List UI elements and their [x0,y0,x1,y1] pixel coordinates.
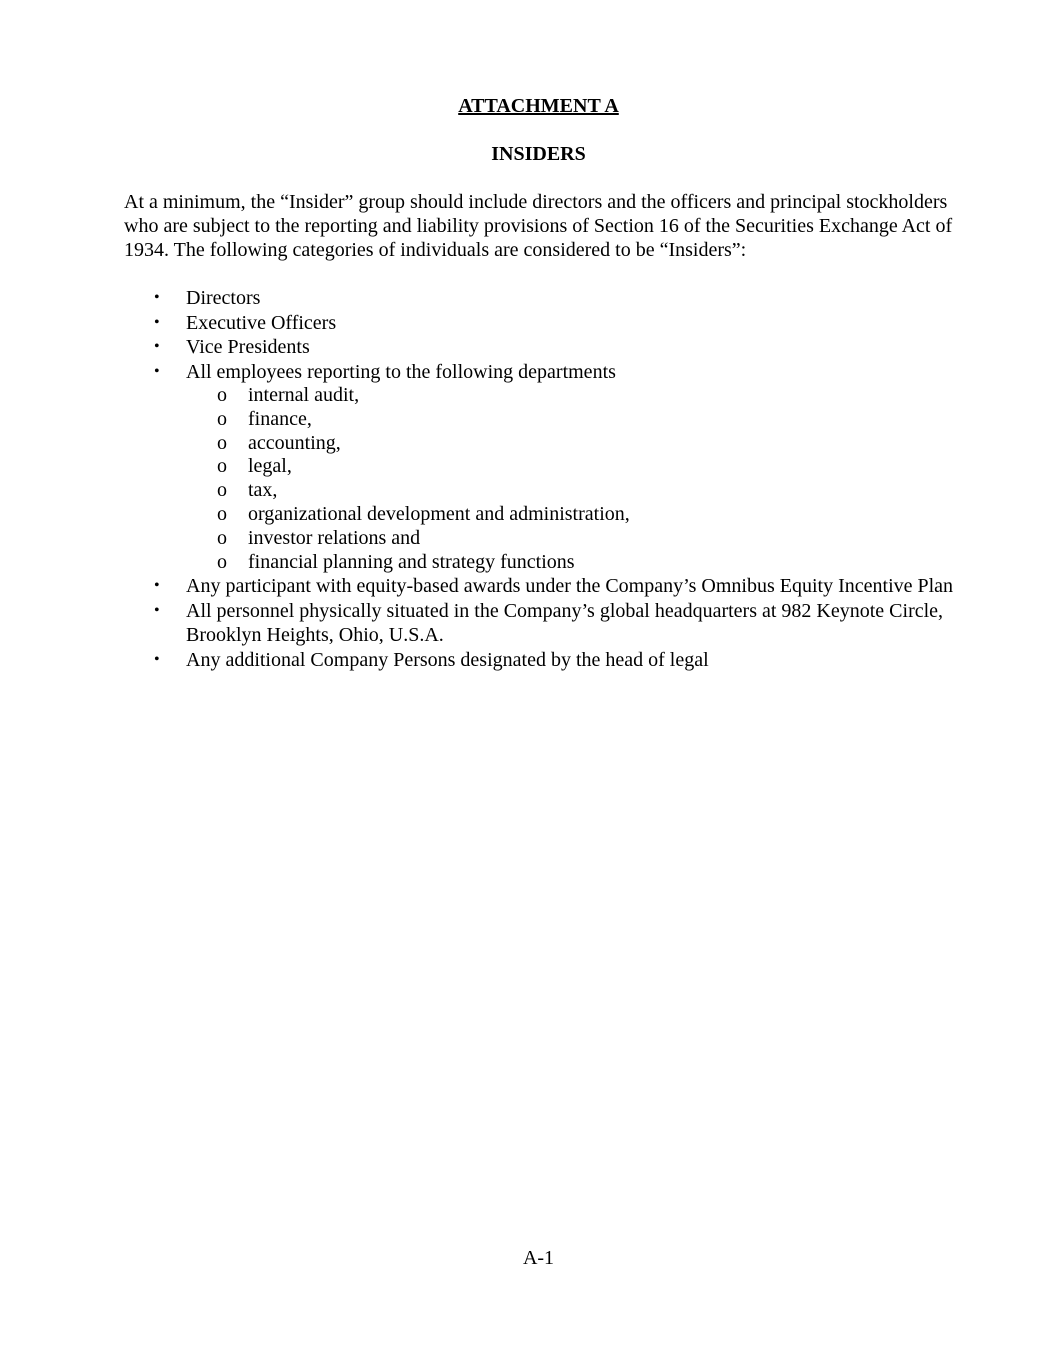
list-item [124,335,954,360]
sub-list-item-text: internal audit, [248,384,360,406]
sub-list-item [186,384,954,408]
sub-list-item-text: accounting, [248,431,341,454]
bullet-icon: • [154,362,160,380]
hollow-bullet-icon: o [217,431,227,454]
page-number: A-1 [522,1247,555,1269]
hollow-bullet-icon: o [217,526,227,549]
hollow-bullet-icon: o [217,502,227,525]
sub-list-item-text: financial planning and strategy functions [248,550,575,573]
sub-list-item [186,527,954,551]
bullet-icon: • [154,338,160,355]
list-item [124,286,954,311]
sub-list-item-text: finance, [248,407,312,430]
sub-list-item [186,432,954,456]
bullet-icon: • [154,650,160,668]
list-item-text: All personnel physically situated in the Company’s global headquarters at 982 Keynote Circle, Brooklyn Heights, Ohio, U.S.A. [186,599,944,647]
sub-list-item [186,503,954,527]
sub-list-item-text: tax, [248,479,278,502]
list-item [124,599,954,648]
bullet-icon: • [154,313,160,331]
intro-paragraph: At a minimum, the “Insider” group should include directors and the officers and principal stockholders who are subject to the reporting and liability provisions of Section 16 of the Securities Exchange Act of 1934. The following categories of individuals are considered to be “Insiders”: [124,191,953,261]
hollow-bullet-icon: o [217,479,227,502]
list-item-text: All employees reporting to the following departments [186,360,616,383]
bullet-icon: • [154,601,160,619]
sub-list-item [186,455,954,479]
section-title: INSIDERS [491,143,586,165]
hollow-bullet-icon: o [217,384,227,406]
attachment-title: ATTACHMENT A [458,95,619,117]
sub-list-item [186,479,954,503]
insider-categories-list [124,286,954,672]
sub-list-item-text: legal, [248,455,292,478]
sub-list-item-text: investor relations and [248,526,421,549]
list-item-text: Directors [186,287,261,309]
list-item [124,648,954,673]
list-item [124,311,954,336]
bullet-icon: • [154,577,160,595]
list-item [124,574,954,599]
list-item-text: Any participant with equity-based awards under the Company’s Omnibus Equity Incentive Plan [186,575,954,598]
hollow-bullet-icon: o [217,455,227,478]
list-item-text: Executive Officers [186,311,337,334]
list-item-text: Any additional Company Persons designated by the head of legal [186,648,709,671]
sub-list-item [186,408,954,432]
hollow-bullet-icon: o [217,550,227,573]
sub-list-item [186,551,954,575]
list-item [124,360,954,575]
departments-sublist [186,384,954,574]
sub-list-item-text: organizational development and administration, [248,502,630,525]
bullet-icon: • [154,289,160,306]
list-item-text: Vice Presidents [186,336,310,358]
hollow-bullet-icon: o [217,407,227,430]
